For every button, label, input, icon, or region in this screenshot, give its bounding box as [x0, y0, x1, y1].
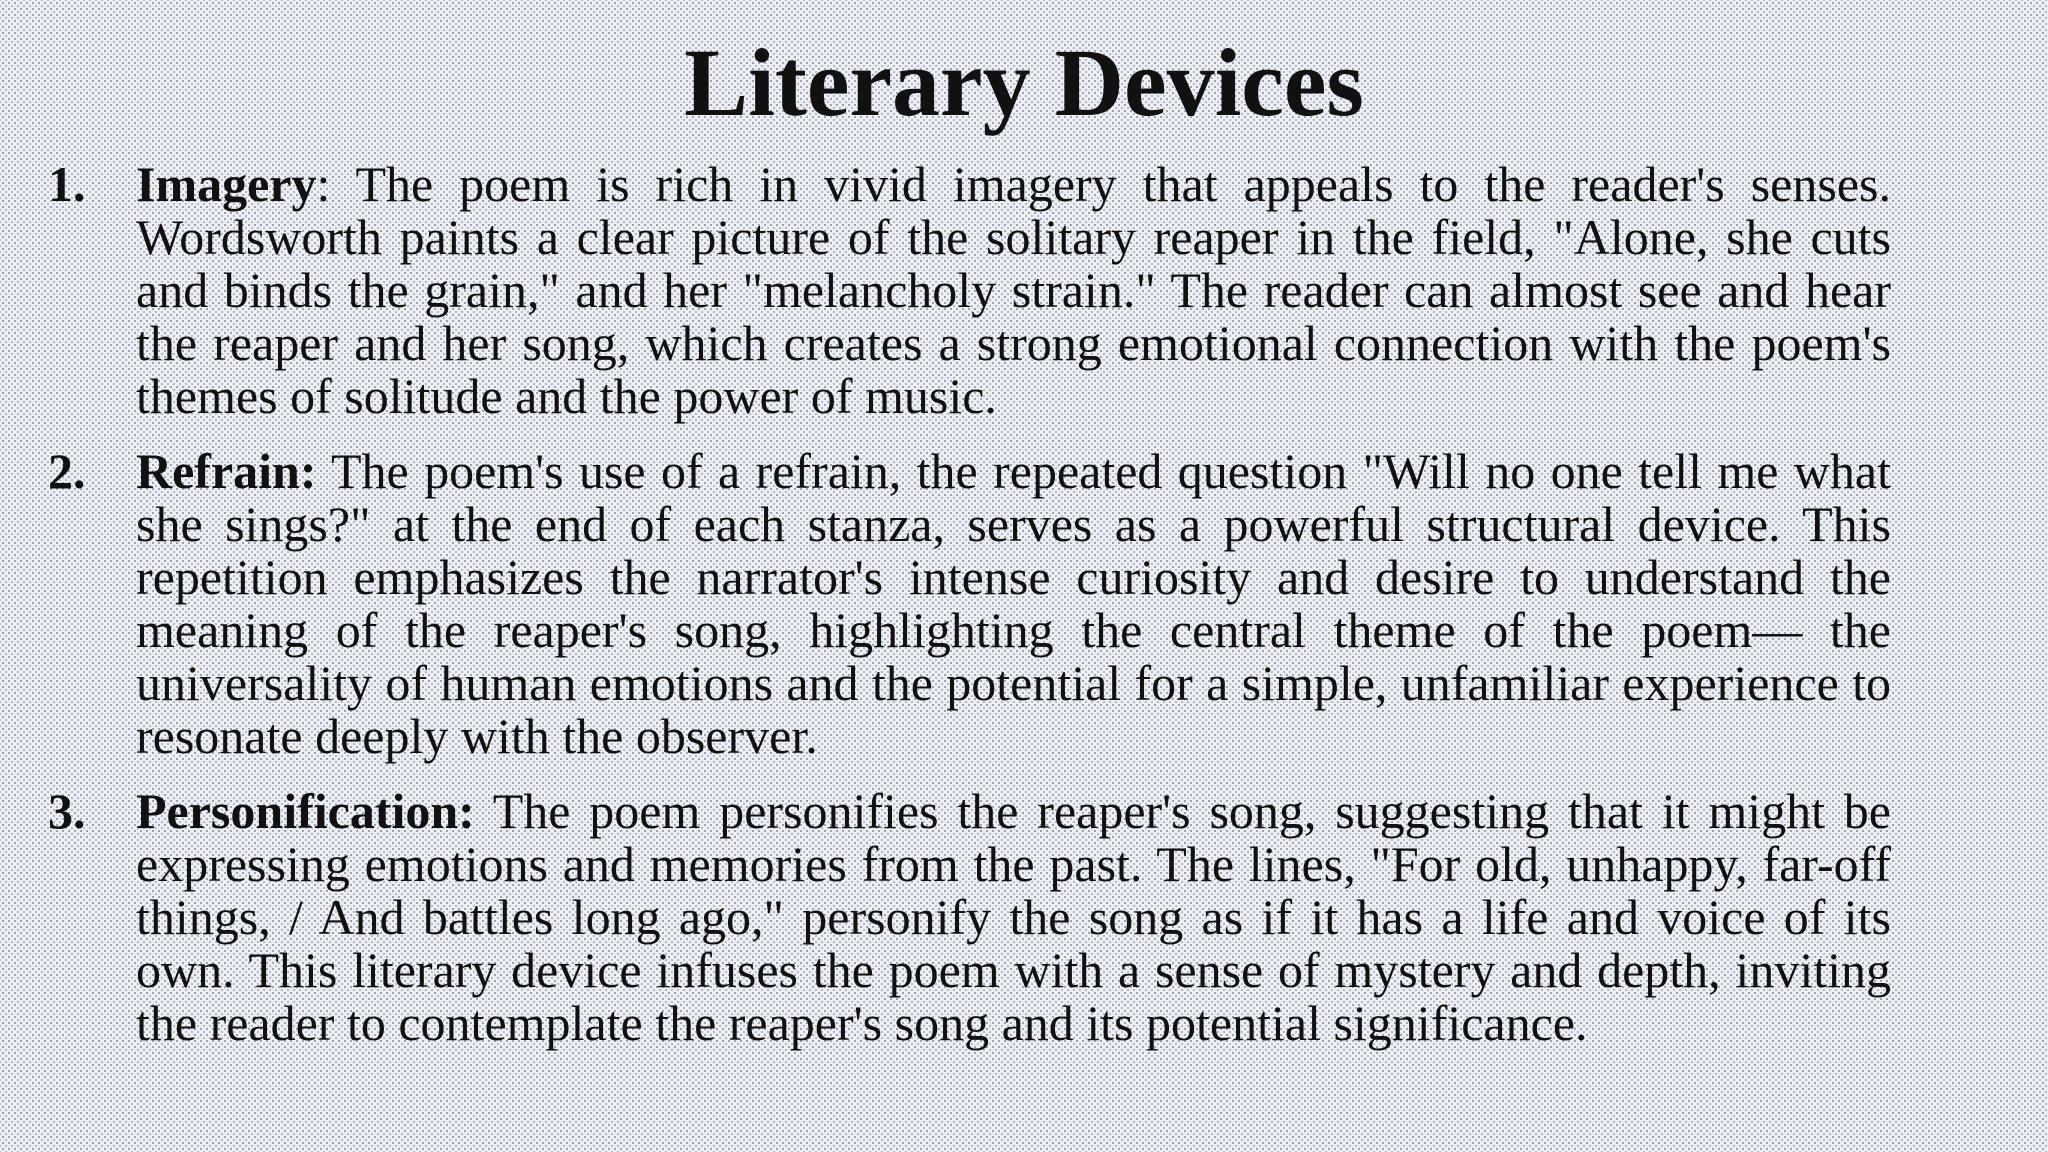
- list-number: 3.: [48, 783, 86, 839]
- term-separator: :: [316, 156, 356, 212]
- device-list: [48, 158, 1891, 1072]
- description-personification: The poem personifies the reaper's song, suggesting that it might be expressing emotions and memories from the past. The lines, "For old, unhappy, far-off things, / And battles long ago," personify the song as if it has a life and voice of its own. This literary device infuses the poem with a sense of mystery and depth, inviting the reader to contemplate the reaper's song and its potential significance.: [136, 783, 1891, 1051]
- term-personification: Personification:: [136, 783, 475, 839]
- list-item-imagery: [48, 158, 1891, 423]
- description-refrain: The poem's use of a refrain, the repeated question "Will no one tell me what she sings?" at the end of each stanza, serves as a powerful structural device. This repetition emphasizes the narrator's intense curiosity and desire to understand the meaning of the reaper's song, highlighting the central theme of the poem— the universality of human emotions and the potential for a simple, unfamiliar experience to resonate deeply with the observer.: [136, 443, 1891, 764]
- term-imagery: Imagery: [136, 156, 317, 212]
- description-imagery: The poem is rich in vivid imagery that appeals to the reader's senses. Wordsworth paints a clear picture of the solitary reaper in the field, "Alone, she cuts and binds the grain," and her "melancholy strain." The reader can almost see and hear the reaper and her song, which creates a strong emotional connection with the poem's themes of solitude and the power of music.: [136, 156, 1891, 424]
- slide-title: Literary Devices: [684, 29, 1364, 136]
- list-number: 1.: [48, 156, 86, 212]
- term-separator: [317, 443, 331, 499]
- list-item-personification: [48, 785, 1891, 1050]
- list-item-refrain: [48, 445, 1891, 763]
- term-refrain: Refrain:: [136, 443, 317, 499]
- list-number: 2.: [48, 443, 86, 499]
- term-separator: [475, 783, 493, 839]
